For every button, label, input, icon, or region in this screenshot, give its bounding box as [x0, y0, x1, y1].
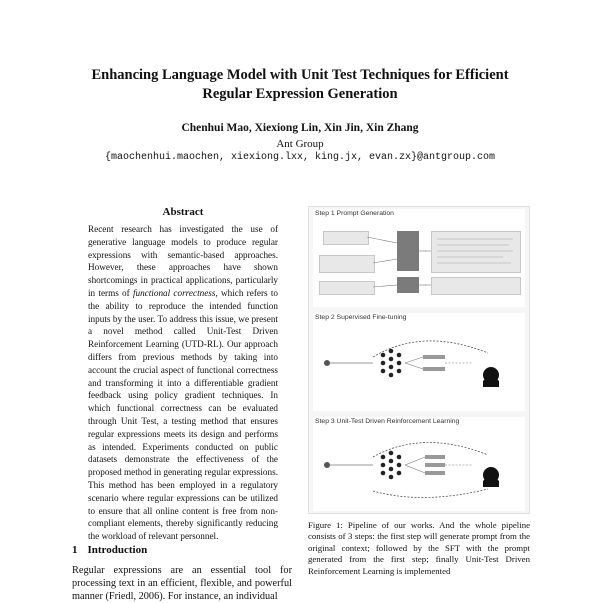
introduction-text: Regular expressions are an essential tool for processing text in an efficient, flexible, and powerful manner (Friedl, 2006). For instance, an individual [72, 565, 292, 602]
title-line-1: Enhancing Language Model with Unit Test Techniques for Efficient [91, 67, 509, 83]
paper-title [60, 66, 540, 104]
pipeline-figure [308, 206, 530, 514]
abstract-text-part-2: , which refers to the ability to reproduce the intended function inputs by the user. To address this issue, we present a novel method called Unit-Test Driven Reinforcement Learning (UTD-RL). Our approach differs from previous methods by taking into account the crucial aspect of functional correctness and transforming it into a differentiable gradient feedback using policy gradient techniques. In which functional correctness can be evaluated through Unit Test, a testing method that ensures regular expressions meets its design and performs as intended. Experiments conducted on public datasets demonstrate the effectiveness of the proposed method in generating regular expressions. This method has been employed in a regulatory scenario where regular expressions can be utilized to ensure that all online content is free from non-compliant elements, thereby significantly reducing the workload of relevant personnel. [88, 287, 278, 542]
rl-diagram [313, 417, 525, 511]
section-heading-introduction [72, 544, 147, 556]
step3-panel [313, 417, 525, 511]
author-emails: {maochenhui.maochen, xiexiong.lxx, king.jx, evan.zx}@antgroup.com [104, 152, 496, 163]
step1-label: Step 1 Prompt Generation [315, 210, 394, 217]
step3-label: Step 3 Unit-Test Driven Reinforcement Learning [315, 418, 460, 425]
title-line-2: Regular Expression Generation [202, 86, 398, 102]
step1-arrows [313, 209, 525, 307]
sft-diagram [313, 313, 525, 411]
author-list: Chenhui Mao, Xiexiong Lin, Xin Jin, Xin Zhang [181, 122, 419, 134]
step1-panel [313, 209, 525, 307]
abstract-emphasis: functional correctness [132, 287, 216, 298]
step2-panel [313, 313, 525, 411]
affiliation: Ant Group [276, 138, 324, 150]
abstract-text [88, 223, 278, 543]
abstract-text-part-1: Recent research has investigated the use of generative language models to produce regular expressions with semantic-based approaches. However, these approaches have shown shortcomings in practical applications, particularly in terms of [88, 224, 278, 298]
step2-label: Step 2 Supervised Fine-tuning [315, 314, 407, 321]
abstract-heading: Abstract [162, 206, 204, 218]
figure-caption: Figure 1: Pipeline of our works. And the whole pipeline consists of 3 steps: the first step will generate prompt from the original context; followed by the SFT with the prompt generated from the first step; finally Unit-Test Driven Reinforcement Learning is implemented [308, 520, 530, 576]
section-title: Introduction [87, 544, 148, 556]
section-number: 1 [72, 544, 78, 556]
